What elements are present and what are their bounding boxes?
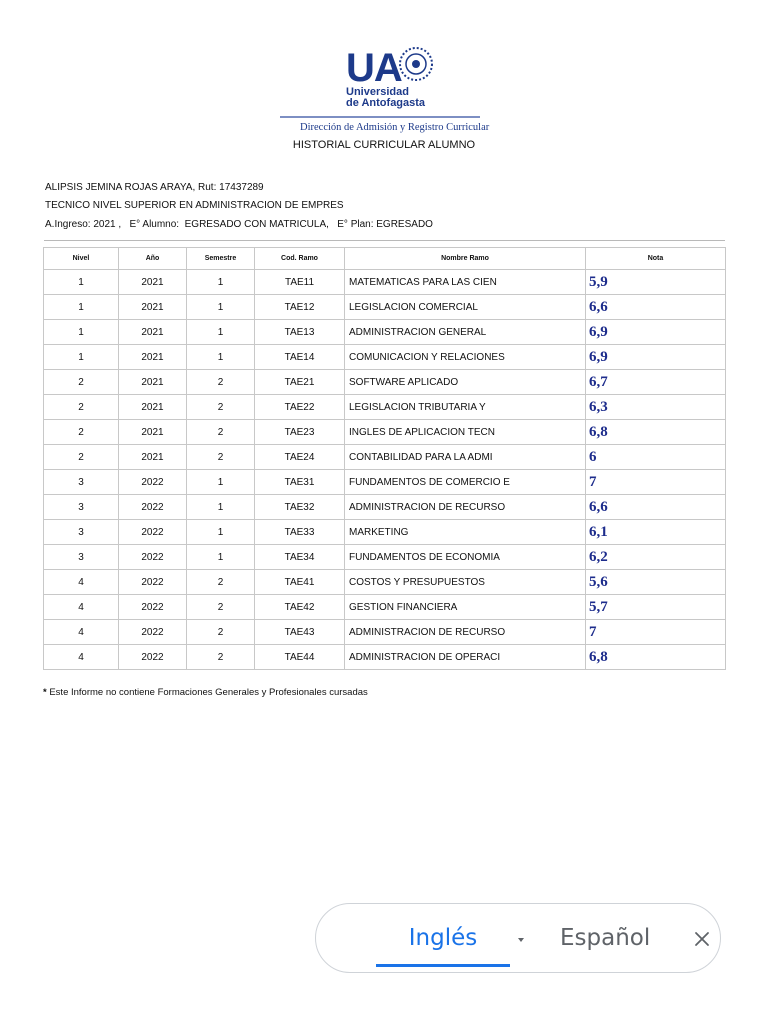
cell-nota: 6,9 [586, 320, 726, 345]
cell-semestre: 1 [187, 520, 255, 545]
cell-nivel: 3 [44, 520, 119, 545]
cell-nombre-ramo: ADMINISTRACION GENERAL [345, 320, 586, 345]
cell-nivel: 4 [44, 595, 119, 620]
cell-cod-ramo: TAE34 [255, 545, 345, 570]
cell-nombre-ramo: GESTION FINANCIERA [345, 595, 586, 620]
cell-nombre-ramo: LEGISLACION TRIBUTARIA Y [345, 395, 586, 420]
cell-semestre: 1 [187, 295, 255, 320]
cell-semestre: 2 [187, 645, 255, 670]
table-row [44, 570, 726, 595]
cell-cod-ramo: TAE22 [255, 395, 345, 420]
cell-anio: 2021 [119, 270, 187, 295]
table-row [44, 445, 726, 470]
cell-nombre-ramo: INGLES DE APLICACION TECN [345, 420, 586, 445]
cell-nivel: 1 [44, 270, 119, 295]
cell-semestre: 2 [187, 420, 255, 445]
cell-nivel: 4 [44, 645, 119, 670]
student-line: ALIPSIS JEMINA ROJAS ARAYA, Rut: 17437289 [45, 182, 264, 193]
cell-nota: 6,6 [586, 495, 726, 520]
close-icon[interactable] [691, 928, 713, 950]
cell-cod-ramo: TAE24 [255, 445, 345, 470]
logo-mark: UA [346, 46, 402, 90]
cell-nota: 6,3 [586, 395, 726, 420]
cell-nombre-ramo: FUNDAMENTOS DE ECONOMIA [345, 545, 586, 570]
cell-semestre: 2 [187, 395, 255, 420]
header-nombre-ramo: Nombre Ramo [345, 248, 586, 270]
cell-nivel: 3 [44, 470, 119, 495]
cell-cod-ramo: TAE23 [255, 420, 345, 445]
target-language-tab[interactable]: Español [560, 925, 651, 951]
cell-nivel: 2 [44, 395, 119, 420]
cell-nivel: 3 [44, 545, 119, 570]
seal-icon [398, 46, 434, 82]
table-row [44, 270, 726, 295]
cell-nivel: 2 [44, 420, 119, 445]
cell-anio: 2022 [119, 520, 187, 545]
table-row [44, 645, 726, 670]
table-row [44, 545, 726, 570]
cell-semestre: 2 [187, 620, 255, 645]
cell-semestre: 1 [187, 345, 255, 370]
header-anio: Año [119, 248, 187, 270]
cell-nota: 6,8 [586, 420, 726, 445]
cell-anio: 2022 [119, 645, 187, 670]
cell-anio: 2022 [119, 545, 187, 570]
cell-nivel: 1 [44, 295, 119, 320]
cell-nivel: 2 [44, 370, 119, 395]
cell-nota: 6,1 [586, 520, 726, 545]
table-row [44, 470, 726, 495]
cell-nombre-ramo: MARKETING [345, 520, 586, 545]
cell-semestre: 2 [187, 570, 255, 595]
program-line: TECNICO NIVEL SUPERIOR EN ADMINISTRACION DE EMPRES [45, 200, 344, 211]
cell-cod-ramo: TAE21 [255, 370, 345, 395]
cell-anio: 2021 [119, 320, 187, 345]
cell-semestre: 1 [187, 545, 255, 570]
cell-cod-ramo: TAE41 [255, 570, 345, 595]
cell-nombre-ramo: CONTABILIDAD PARA LA ADMI [345, 445, 586, 470]
logo-name-line2: de Antofagasta [346, 97, 426, 109]
cell-nota: 6,7 [586, 370, 726, 395]
document-title: HISTORIAL CURRICULAR ALUMNO [292, 139, 476, 151]
cell-nombre-ramo: ADMINISTRACION DE OPERACI [345, 645, 586, 670]
logo-subtitle: Dirección de Admisión y Registro Curricular [300, 122, 490, 133]
university-logo [280, 40, 490, 138]
table-header-row [44, 248, 726, 270]
table-row [44, 395, 726, 420]
table-row [44, 370, 726, 395]
cell-anio: 2021 [119, 370, 187, 395]
header-nivel: Nivel [44, 248, 119, 270]
active-tab-indicator [376, 964, 510, 967]
grades-table-body [44, 270, 726, 670]
cell-nombre-ramo: FUNDAMENTOS DE COMERCIO E [345, 470, 586, 495]
cell-nombre-ramo: SOFTWARE APLICADO [345, 370, 586, 395]
table-row [44, 620, 726, 645]
cell-nombre-ramo: LEGISLACION COMERCIAL [345, 295, 586, 320]
cell-nota: 5,7 [586, 595, 726, 620]
cell-anio: 2022 [119, 595, 187, 620]
cell-cod-ramo: TAE33 [255, 520, 345, 545]
table-row [44, 320, 726, 345]
cell-semestre: 1 [187, 270, 255, 295]
cell-anio: 2021 [119, 345, 187, 370]
table-row [44, 345, 726, 370]
table-row [44, 420, 726, 445]
cell-anio: 2022 [119, 570, 187, 595]
header-nota: Nota [586, 248, 726, 270]
cell-semestre: 1 [187, 495, 255, 520]
cell-nota: 6,8 [586, 645, 726, 670]
cell-nivel: 4 [44, 620, 119, 645]
header-divider [44, 240, 725, 241]
grades-table [43, 247, 726, 670]
status-line: A.Ingreso: 2021 , E° Alumno: EGRESADO CON MATRICULA, E° Plan: EGRESADO [45, 219, 433, 230]
cell-nota: 5,6 [586, 570, 726, 595]
cell-anio: 2021 [119, 420, 187, 445]
cell-nota: 7 [586, 620, 726, 645]
footnote-text: Este Informe no contiene Formaciones Generales y Profesionales cursadas [46, 687, 368, 698]
cell-cod-ramo: TAE31 [255, 470, 345, 495]
cell-nivel: 4 [44, 570, 119, 595]
cell-cod-ramo: TAE11 [255, 270, 345, 295]
cell-anio: 2021 [119, 395, 187, 420]
cell-anio: 2021 [119, 295, 187, 320]
cell-anio: 2022 [119, 620, 187, 645]
cell-semestre: 2 [187, 445, 255, 470]
cell-semestre: 2 [187, 370, 255, 395]
logo-divider [280, 116, 480, 118]
cell-nivel: 1 [44, 345, 119, 370]
cell-anio: 2021 [119, 445, 187, 470]
cell-nombre-ramo: MATEMATICAS PARA LAS CIEN [345, 270, 586, 295]
cell-cod-ramo: TAE44 [255, 645, 345, 670]
table-row [44, 595, 726, 620]
cell-anio: 2022 [119, 495, 187, 520]
cell-nota: 6,2 [586, 545, 726, 570]
cell-nombre-ramo: ADMINISTRACION DE RECURSO [345, 495, 586, 520]
cell-cod-ramo: TAE42 [255, 595, 345, 620]
cell-nombre-ramo: COMUNICACION Y RELACIONES [345, 345, 586, 370]
header-semestre: Semestre [187, 248, 255, 270]
cell-semestre: 1 [187, 470, 255, 495]
header-cod-ramo: Cod. Ramo [255, 248, 345, 270]
cell-nivel: 1 [44, 320, 119, 345]
cell-nota: 5,9 [586, 270, 726, 295]
logo-name-line1: Universidad [346, 86, 409, 98]
cell-nivel: 3 [44, 495, 119, 520]
cell-cod-ramo: TAE32 [255, 495, 345, 520]
table-row [44, 295, 726, 320]
table-row [44, 495, 726, 520]
cell-semestre: 1 [187, 320, 255, 345]
cell-nota: 6 [586, 445, 726, 470]
cell-cod-ramo: TAE12 [255, 295, 345, 320]
footnote [43, 687, 368, 698]
cell-cod-ramo: TAE13 [255, 320, 345, 345]
cell-nivel: 2 [44, 445, 119, 470]
cell-nombre-ramo: ADMINISTRACION DE RECURSO [345, 620, 586, 645]
translate-bar [315, 903, 721, 973]
source-language-tab[interactable]: Inglés [408, 925, 478, 951]
footnote-marker: * [43, 687, 47, 698]
table-row [44, 520, 726, 545]
cell-cod-ramo: TAE14 [255, 345, 345, 370]
cell-nota: 6,6 [586, 295, 726, 320]
cell-nota: 6,9 [586, 345, 726, 370]
cell-semestre: 2 [187, 595, 255, 620]
cell-anio: 2022 [119, 470, 187, 495]
caret-down-icon[interactable] [515, 934, 527, 946]
cell-cod-ramo: TAE43 [255, 620, 345, 645]
cell-nota: 7 [586, 470, 726, 495]
cell-nombre-ramo: COSTOS Y PRESUPUESTOS [345, 570, 586, 595]
